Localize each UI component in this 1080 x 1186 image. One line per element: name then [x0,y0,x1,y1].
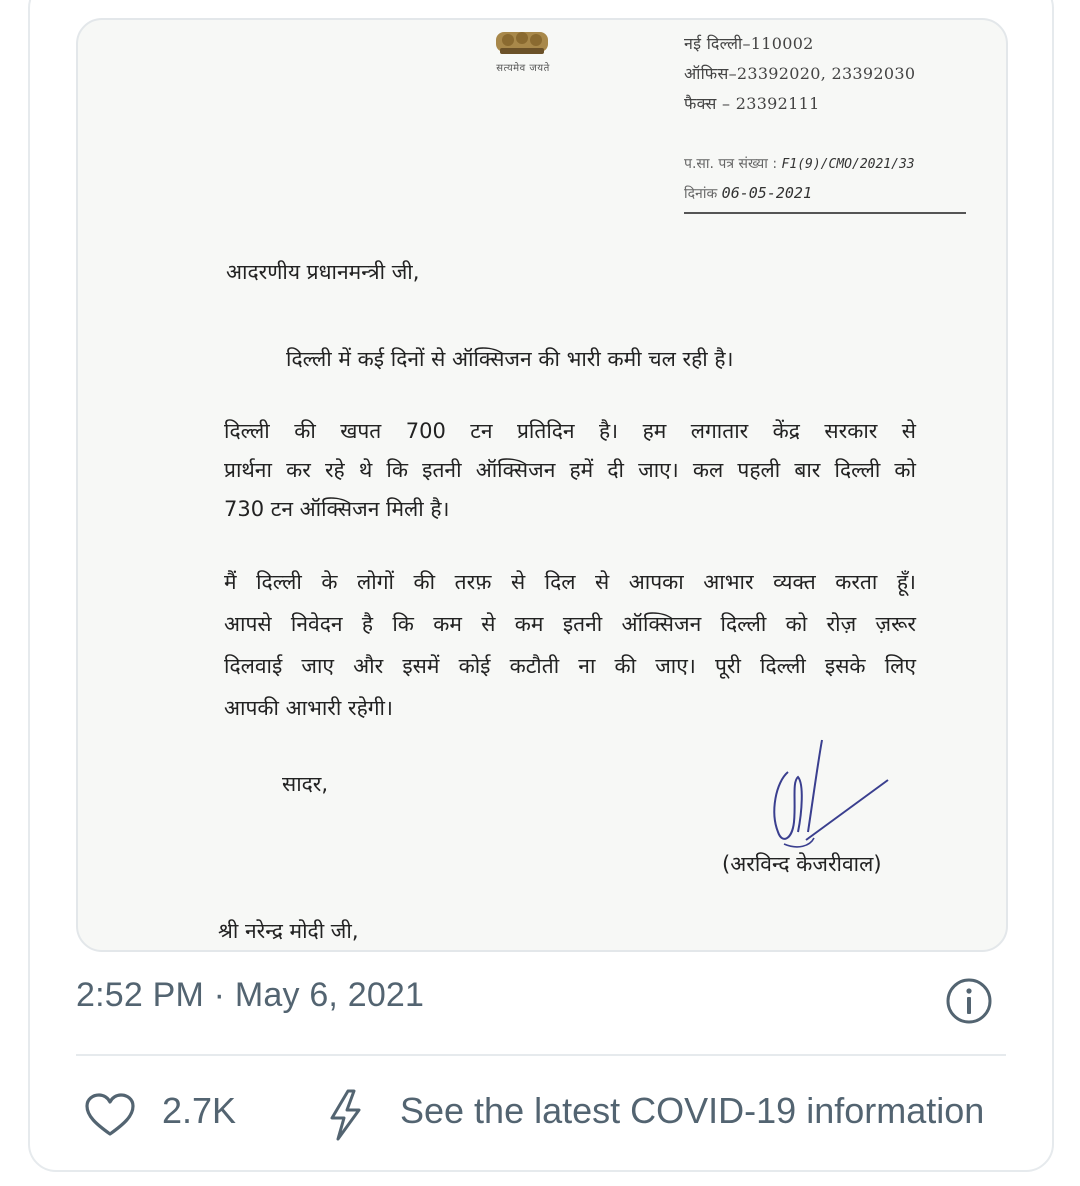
date-line [684,184,812,203]
address-line-1: नई दिल्ली–110002 [684,34,814,53]
paragraph-2-line: दिल्ली की खपत 700 टन प्रतिदिन है। हम लगातार केंद्र सरकार से [224,419,916,443]
paragraph-3-line: आपसे निवेदन है कि कम से कम इतनी ऑक्सिजन दिल्ली को रोज़ ज़रूर [224,612,916,636]
paragraph-2-line: 730 टन ऑक्सिजन मिली है। [224,497,450,521]
reference-underline [684,212,966,214]
tweet-divider [76,1054,1006,1056]
reference-label: प.सा. पत्र संख्या : [684,156,778,172]
address-line-3: फैक्स – 23392111 [684,94,820,113]
closing: सादर, [282,772,329,796]
emblem-motto: सत्यमेव जयते [496,63,550,74]
letter-document [78,20,1006,950]
date-value: 06-05-2021 [721,184,812,202]
salutation: आदरणीय प्रधानमन्त्री जी, [226,260,420,284]
tweet-timestamp[interactable]: 2:52 PM · May 6, 2021 [76,976,425,1014]
signatory-name: (अरविन्द केजरीवाल) [722,852,882,876]
info-circle-icon[interactable] [944,976,994,1026]
reference-number: F1(9)/CMO/2021/33 [781,157,915,172]
heart-icon[interactable] [84,1092,136,1138]
paragraph-3-line: आपकी आभारी रहेगी। [224,696,393,720]
emblem-icon [490,26,554,58]
date-label: दिनांक [684,186,718,202]
lightning-bolt-icon[interactable] [326,1088,364,1142]
address-line-2: ऑफिस–23392020, 23392030 [684,64,916,83]
reference-line [684,154,915,173]
recipient-name: श्री नरेन्द्र मोदी जी, [218,919,359,943]
paragraph-3-line: मैं दिल्ली के लोगों की तरफ़ से दिल से आपका आभार व्यक्त करता हूँ। [224,570,916,594]
covid-info-link[interactable]: See the latest COVID-19 information [400,1090,985,1131]
paragraph-1: दिल्ली में कई दिनों से ऑक्सिजन की भारी कमी चल रही है। [286,347,734,371]
paragraph-3-line: दिलवाई जाए और इसमें कोई कटौती ना की जाए। पूरी दिल्ली इसके लिए [224,654,916,678]
like-count[interactable]: 2.7K [162,1090,237,1131]
paragraph-2-line: प्रार्थना कर रहे थे कि इतनी ऑक्सिजन हमें दी जाए। कल पहली बार दिल्ली को [224,458,916,482]
tweet-image[interactable] [76,18,1008,952]
